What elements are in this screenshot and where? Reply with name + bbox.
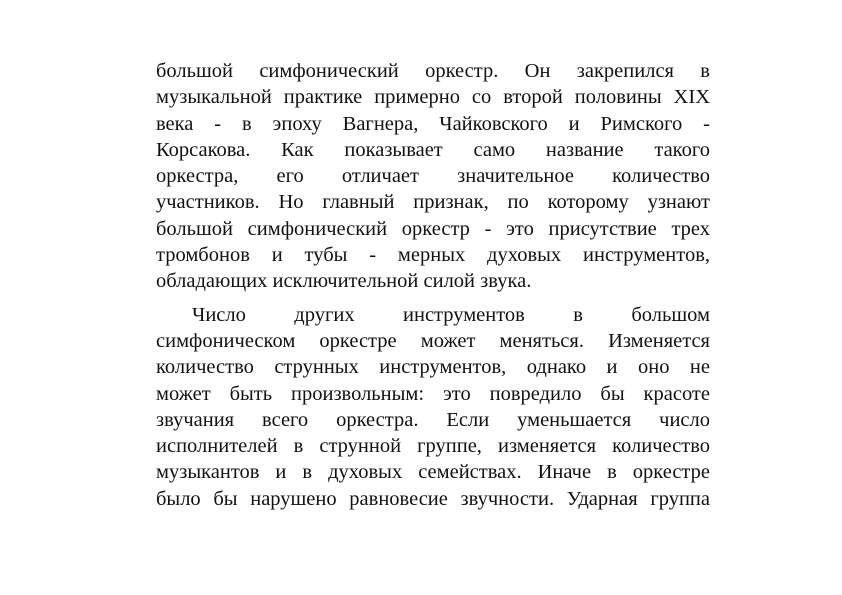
paragraph-2 [156,302,710,512]
body-text [156,58,710,512]
text-line: было бы нарушено равновесие звучности. Ударная группа [156,487,710,510]
text-line: исполнителей в струнной группе, изменяется количество [156,435,710,458]
text-line: обладающих исключительной силой звука. [156,270,532,293]
text-line: оркестра, его отличает значительное количество [156,165,710,188]
paragraph-gap [156,295,710,302]
text-line: может быть произвольным: это повредило бы красоте [156,382,710,405]
text-line: звучания всего оркестра. Если уменьшается число [156,408,710,431]
text-line: века - в эпоху Вагнера, Чайковского и Римского - [156,112,710,135]
text-line: Корсакова. Как показывает само название такого [156,138,710,161]
text-line: симфоническом оркестре может меняться. Изменяется [156,329,710,352]
text-line: большой симфонический оркестр. Он закрепился в [156,60,710,82]
text-line: Число других инструментов в большом [192,303,710,326]
text-line: участников. Но главный признак, по которому узнают [156,191,710,214]
text-line: музыкальной практике примерно со второй половины XIX [156,86,710,109]
text-line: большой симфонический оркестр - это присутствие трех [156,217,710,240]
text-line: тромбонов и тубы - мерных духовых инструментов, [156,244,710,267]
text-line: музыкантов и в духовых семействах. Иначе в оркестре [156,461,710,484]
text-line: количество струнных инструментов, однако и оно не [156,356,710,379]
paragraph-1 [156,58,710,295]
